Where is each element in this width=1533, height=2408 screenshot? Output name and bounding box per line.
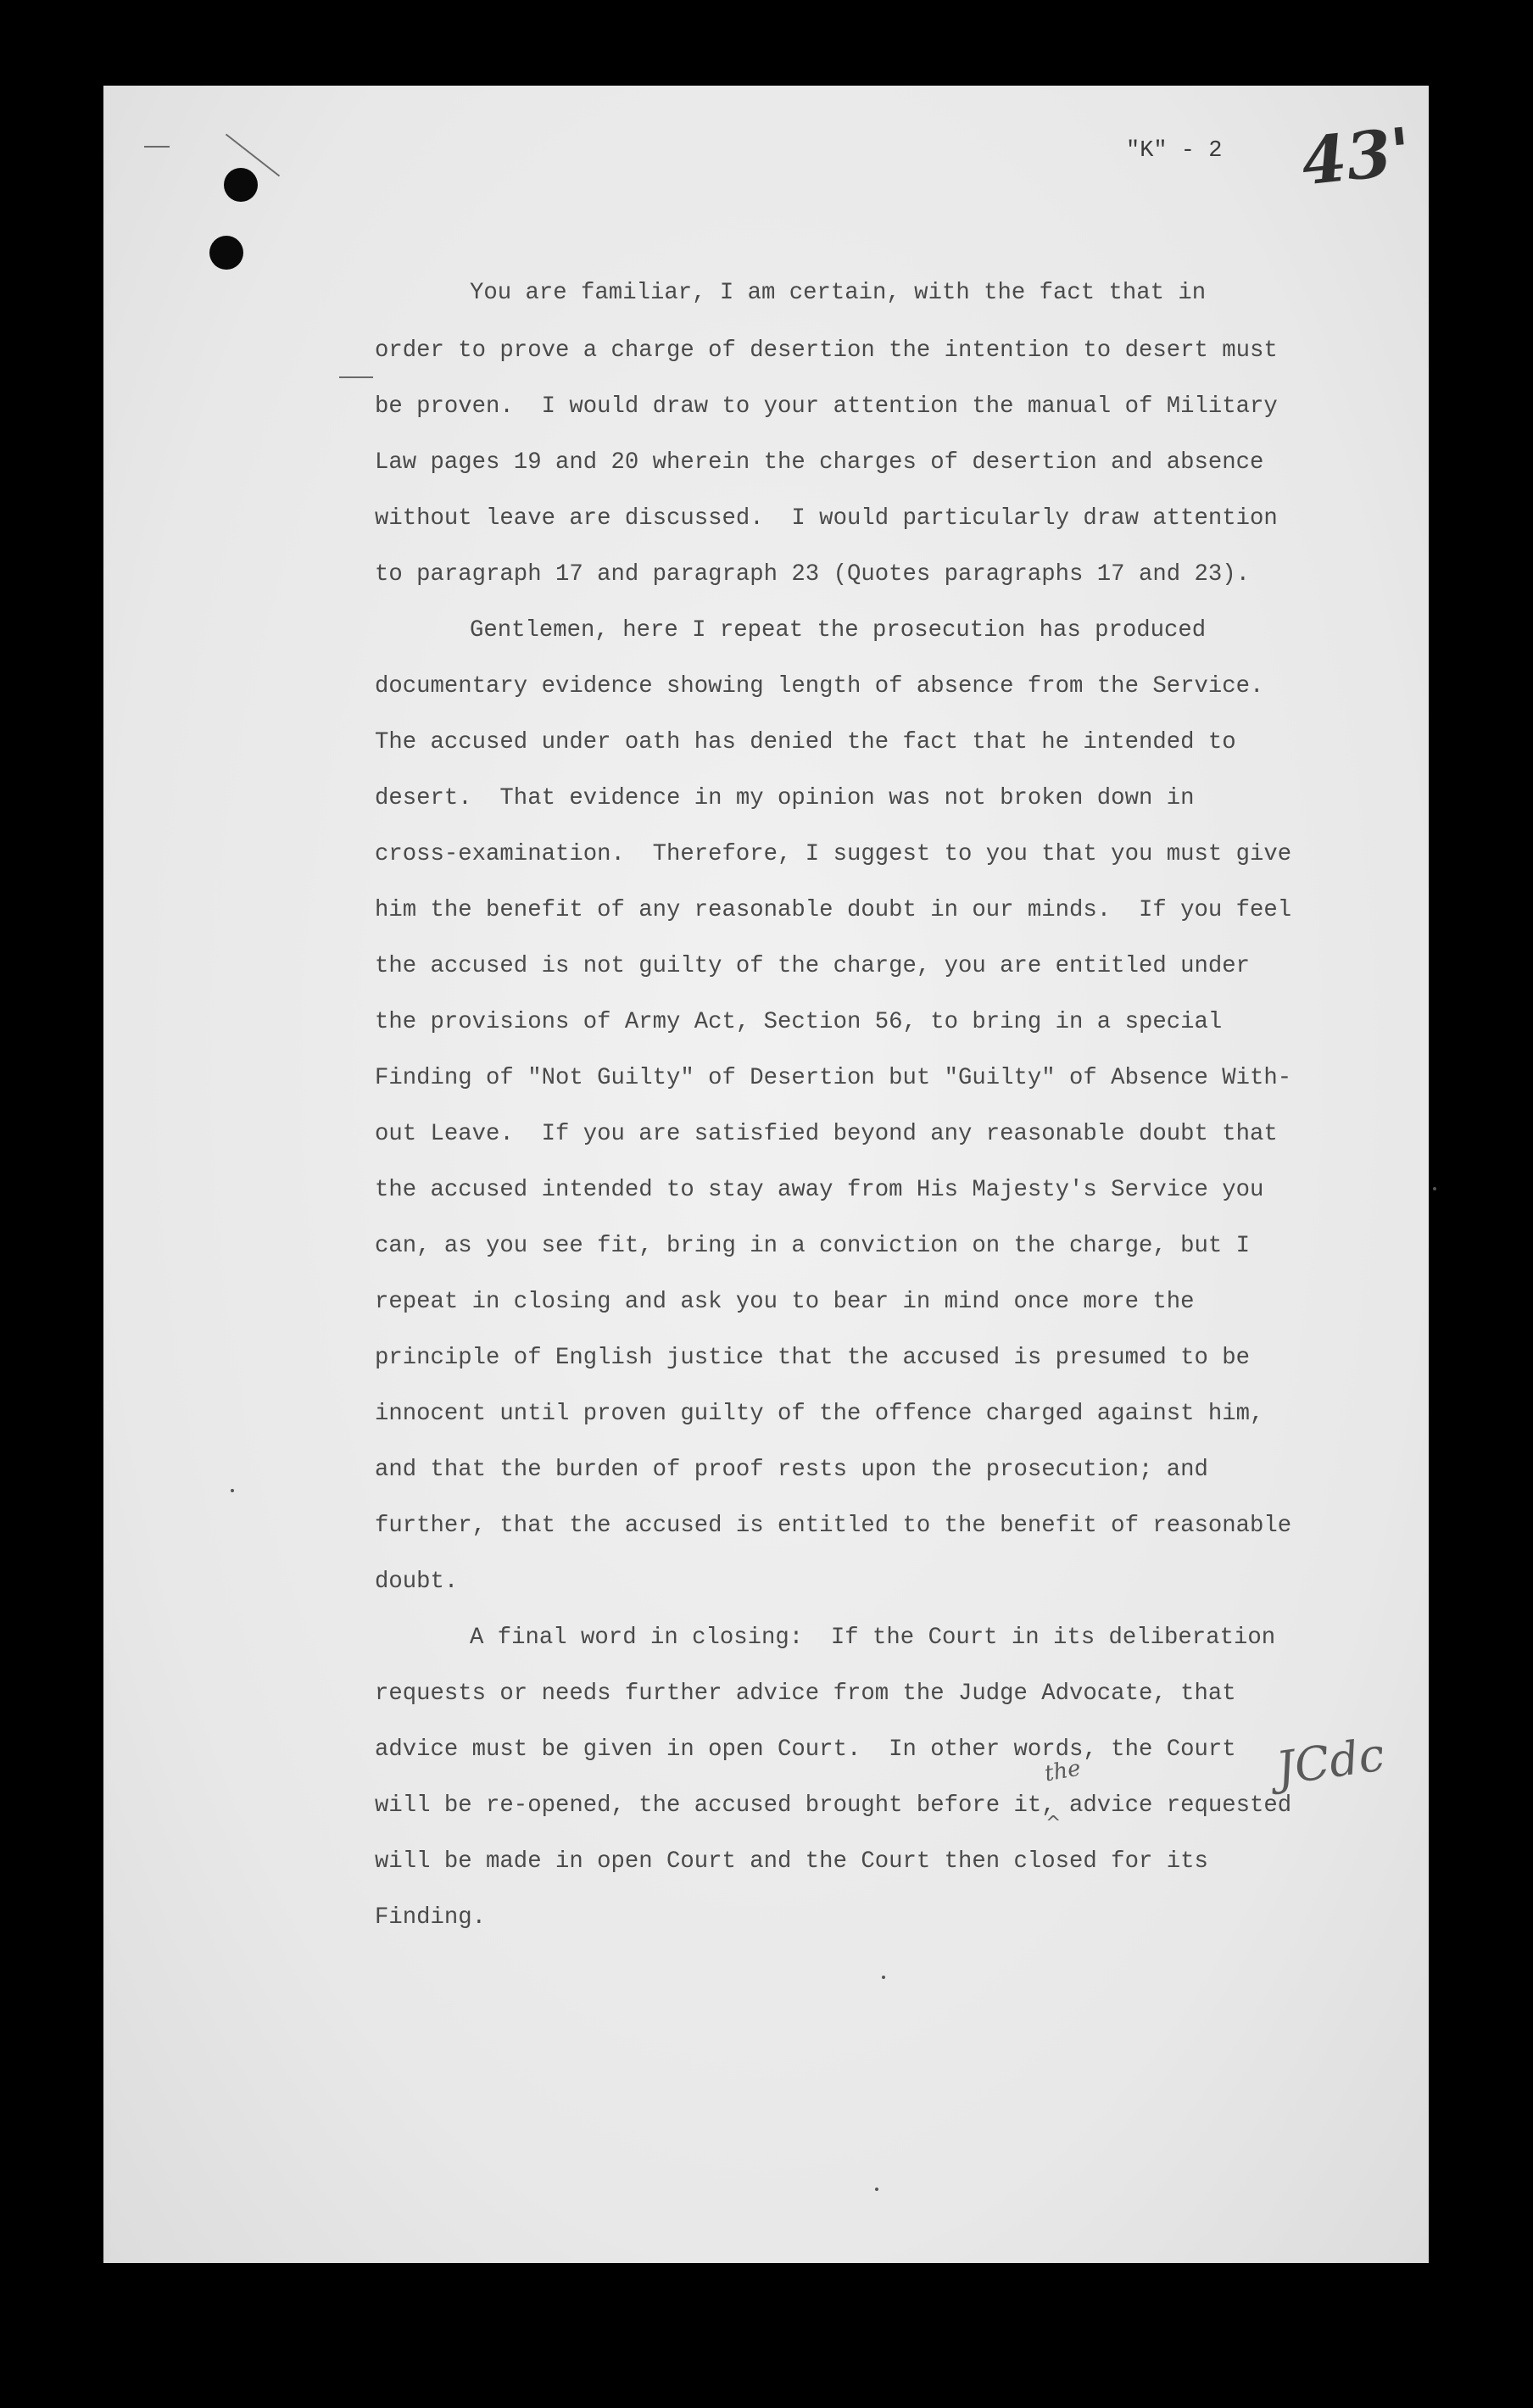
margin-mark [339, 376, 373, 378]
text-line: Finding. [375, 1904, 487, 1931]
text-line: will be re-opened, the accused brought before it, advice requested [375, 1792, 1292, 1819]
text-line: Gentlemen, here I repeat the prosecution has produced [470, 617, 1207, 644]
text-line: to paragraph 17 and paragraph 23 (Quotes paragraphs 17 and 23). [375, 561, 1250, 588]
text-line: the accused intended to stay away from His Majesty's Service you [375, 1177, 1264, 1203]
text-line: documentary evidence showing length of absence from the Service. [375, 673, 1264, 700]
text-line: repeat in closing and ask you to bear in mind once more the [375, 1289, 1195, 1315]
corner-mark-2 [144, 146, 170, 148]
handwritten-initials: JCdc [1273, 1727, 1388, 1796]
text-line: Law pages 19 and 20 wherein the charges of desertion and absence [375, 449, 1264, 476]
text-line: the accused is not guilty of the charge, you are entitled under [375, 953, 1250, 979]
text-line: advice must be given in open Court. In other words, the Court [375, 1736, 1236, 1763]
text-line: You are familiar, I am certain, with the fact that in [470, 280, 1207, 306]
paper-speck [875, 2188, 878, 2191]
text-line: Finding of "Not Guilty" of Desertion but "Guilty" of Absence With- [375, 1065, 1292, 1091]
text-line: further, that the accused is entitled to the benefit of reasonable [375, 1513, 1292, 1539]
text-line: order to prove a charge of desertion the intention to desert must [375, 337, 1278, 364]
text-line: doubt. [375, 1569, 459, 1595]
text-line: him the benefit of any reasonable doubt in our minds. If you feel [375, 897, 1292, 923]
punch-hole-top [224, 168, 258, 202]
text-line: cross-examination. Therefore, I suggest to you that you must give [375, 841, 1292, 867]
text-line: A final word in closing: If the Court in its deliberation [470, 1625, 1276, 1651]
text-line: desert. That evidence in my opinion was not broken down in [375, 785, 1195, 811]
text-line: will be made in open Court and the Court then closed for its [375, 1848, 1208, 1875]
text-line: without leave are discussed. I would particularly draw attention [375, 505, 1278, 532]
paper-speck [1433, 1187, 1436, 1190]
paper-speck [882, 1976, 885, 1979]
text-line: can, as you see fit, bring in a conviction on the charge, but I [375, 1233, 1250, 1259]
text-line: requests or needs further advice from the Judge Advocate, that [375, 1681, 1236, 1707]
insertion-caret: ^ [1045, 1813, 1062, 1834]
text-line: the provisions of Army Act, Section 56, to bring in a special [375, 1009, 1223, 1035]
page-reference: "K" - 2 [1126, 138, 1223, 164]
folio-number: 43' [1297, 113, 1415, 200]
handwritten-insertion: the [1042, 1755, 1083, 1787]
text-line: be proven. I would draw to your attention the manual of Military [375, 393, 1278, 420]
text-line: innocent until proven guilty of the offence charged against him, [375, 1401, 1264, 1427]
text-line: principle of English justice that the accused is presumed to be [375, 1345, 1250, 1371]
text-line: The accused under oath has denied the fact that he intended to [375, 729, 1236, 755]
punch-hole-bottom [209, 236, 243, 270]
paper-speck [231, 1489, 234, 1492]
text-line: and that the burden of proof rests upon the prosecution; and [375, 1457, 1208, 1483]
text-line: out Leave. If you are satisfied beyond any reasonable doubt that [375, 1121, 1278, 1147]
